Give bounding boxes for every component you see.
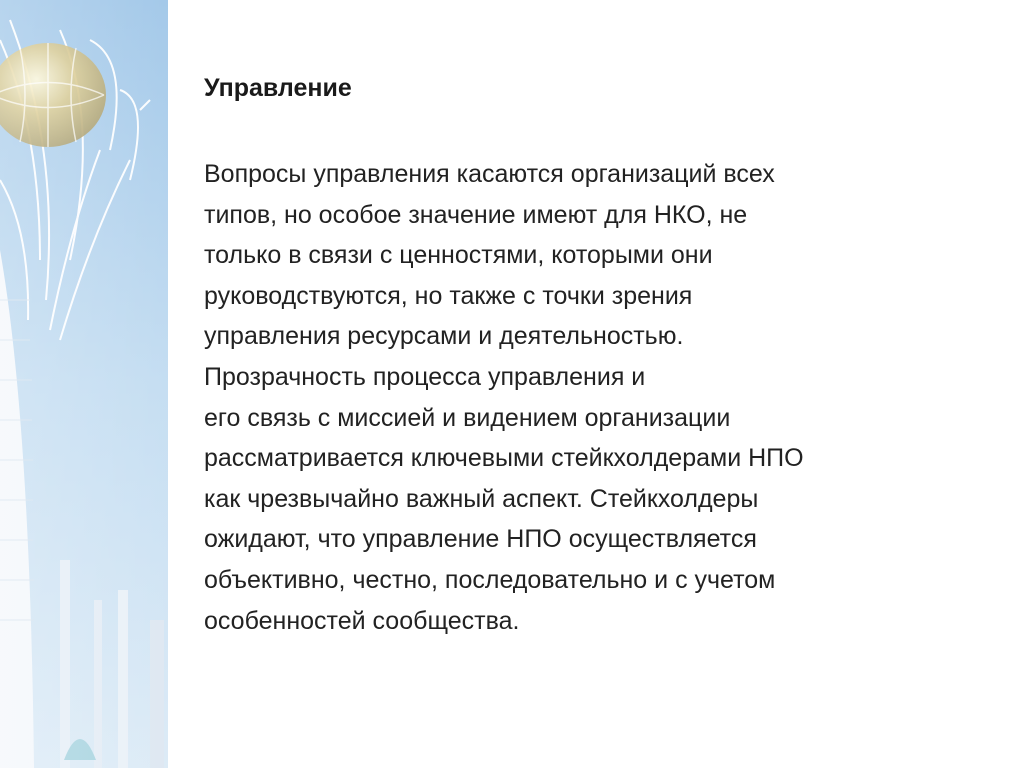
body-line: объективно, честно, последовательно и с учетом	[204, 565, 776, 594]
body-line: управления ресурсами и деятельностью.	[204, 322, 684, 351]
body-line: ожидают, что управление НПО осуществляется	[204, 525, 757, 554]
body-line: как чрезвычайно важный аспект. Стейкхолдеры	[204, 484, 759, 513]
tower-photo	[0, 0, 168, 768]
body-line: Прозрачность процесса управления и	[204, 362, 646, 391]
body-line: типов, но особое значение имеют для НКО, не	[204, 200, 748, 229]
body-line: руководствуются, но также с точки зрения	[204, 281, 693, 310]
body-line: его связь с миссией и видением организации	[204, 403, 731, 432]
body-line: Вопросы управления касаются организаций всех	[204, 160, 775, 188]
body-line: только в связи с ценностями, которыми они	[204, 241, 713, 270]
body-line: особенностей сообщества.	[204, 606, 520, 635]
slide-title: Управление	[204, 74, 352, 102]
body-line: рассматривается ключевыми стейкхолдерами НПО	[204, 444, 804, 473]
slide-body	[204, 154, 964, 641]
slide-content	[204, 70, 964, 641]
